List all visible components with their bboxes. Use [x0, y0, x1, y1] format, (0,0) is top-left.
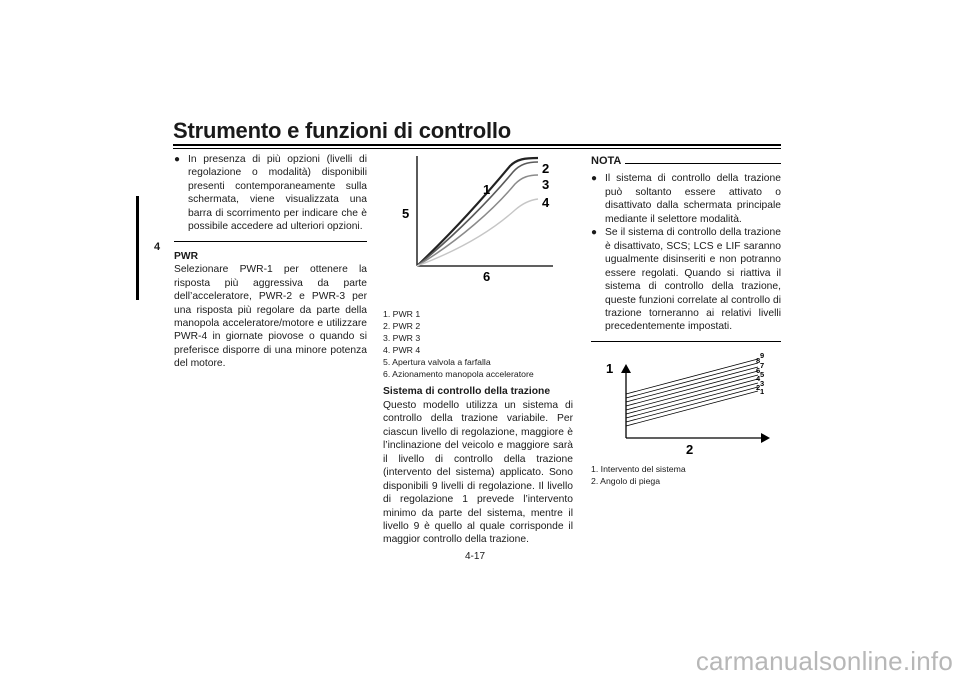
tcs-heading: Sistema di controllo della trazione	[383, 386, 551, 398]
axis-label-2: 2	[686, 442, 694, 457]
chapter-tab-bar	[136, 196, 139, 300]
legend-item: 5. Apertura valvola a farfalla	[383, 356, 491, 367]
level-lines	[626, 359, 761, 426]
bullet-icon: ●	[591, 227, 598, 239]
note-rule	[625, 163, 781, 164]
curve-pwr3	[417, 175, 538, 266]
note-bullet	[591, 172, 781, 226]
note-bullet-text: Il sistema di controllo della trazione può soltanto essere attivato o disattivato dalla schermata principale mediante il selettore modalità.	[605, 173, 781, 225]
level-label: 4	[756, 374, 761, 383]
bullet-icon: ●	[591, 173, 598, 185]
level-label: 2	[756, 383, 761, 392]
note-end-rule	[591, 341, 781, 342]
tcs-paragraph: Questo modello utilizza un sistema di controllo della trazione variabile. Per ciascun livello di regolazione, maggiore è l’inclinazione del veicolo e maggiore sarà il livello di controllo della trazione (intervento del sistema) applicato. Sono disponibili 9 livelli di regolazione. Il livello di regolazione 1 prevede l’intervento minimo da parte del sistema, mentre il livello 9 è quello al quale corrisponde il maggior controllo della trazione.	[383, 399, 573, 546]
bullet-text: In presenza di più opzioni (livelli di regolazione o modalità) disponibili presenti contemporaneamente sulla schermata, viene visualizzata una barra di scorrimento per indicare che è possibile accedere ad ulteriori opzioni.	[188, 154, 367, 233]
level-label: 3	[760, 379, 765, 388]
legend-item: 1. Intervento del sistema	[591, 464, 686, 474]
chapter-number: 4	[154, 241, 161, 253]
pwr-heading: PWR	[174, 250, 199, 262]
bullet-item	[174, 153, 367, 234]
column-1	[174, 153, 367, 371]
level-label: 6	[756, 366, 761, 375]
label-2: 2	[542, 161, 550, 176]
watermark: carmanualsonline.info	[695, 646, 953, 676]
page-title: Strumento e funzioni di controllo	[173, 118, 512, 143]
curve-pwr2	[417, 162, 538, 266]
legend-item: 6. Azionamento manopola acceleratore	[383, 368, 534, 379]
note-heading: NOTA	[591, 155, 622, 167]
section-divider	[174, 241, 367, 242]
figure1-legend	[383, 309, 573, 380]
figure2-legend	[591, 464, 781, 488]
legend-item: 3. PWR 3	[383, 332, 421, 343]
column-2	[383, 309, 573, 547]
level-label: 8	[756, 356, 761, 365]
column-3	[591, 155, 781, 342]
traction-control-diagram	[600, 350, 780, 460]
note-bullet	[591, 226, 781, 334]
label-5: 5	[402, 206, 410, 221]
level-label: 5	[760, 370, 765, 379]
label-1: 1	[483, 182, 491, 197]
pwr-paragraph: Selezionare PWR-1 per ottenere la risposta più aggressiva da parte dell’acceleratore, PWR-2 e PWR-3 per una risposta più regolare da parte della manopola acceleratore/motore e utilizzare PWR-4 in giornate piovose o quando si preferisce disporre di una minore potenza del motore.	[174, 264, 367, 370]
curve-pwr4	[417, 199, 538, 266]
bullet-icon: ●	[174, 154, 181, 165]
label-4: 4	[542, 195, 550, 210]
axis-label-1: 1	[606, 361, 614, 376]
title-rule	[173, 144, 781, 146]
label-3: 3	[542, 177, 550, 192]
note-header	[591, 155, 781, 168]
label-6: 6	[483, 269, 491, 284]
note-bullet-text: Se il sistema di controllo della trazione è disattivato, SCS; LCS e LIF saranno ugualmente disinseriti e non potranno essere regolati. Quando si riattiva il sistema di controllo della trazione, queste funzioni correlate al controllo di trazione torneranno ai relativi livelli precedentemente impostati.	[605, 227, 781, 333]
level-label: 7	[760, 361, 765, 370]
page-number: 4-17	[465, 551, 486, 562]
legend-item: 2. PWR 2	[383, 320, 421, 331]
pwr-response-diagram	[395, 150, 565, 285]
legend-item: 4. PWR 4	[383, 344, 421, 355]
arrow-up-icon	[621, 364, 631, 373]
legend-item: 2. Angolo di piega	[591, 475, 661, 486]
legend-item: 1. PWR 1	[383, 309, 421, 319]
arrow-right-icon	[761, 433, 770, 443]
level-label: 9	[760, 351, 765, 360]
level-label: 1	[760, 387, 765, 396]
title-rule-thin	[173, 148, 781, 149]
